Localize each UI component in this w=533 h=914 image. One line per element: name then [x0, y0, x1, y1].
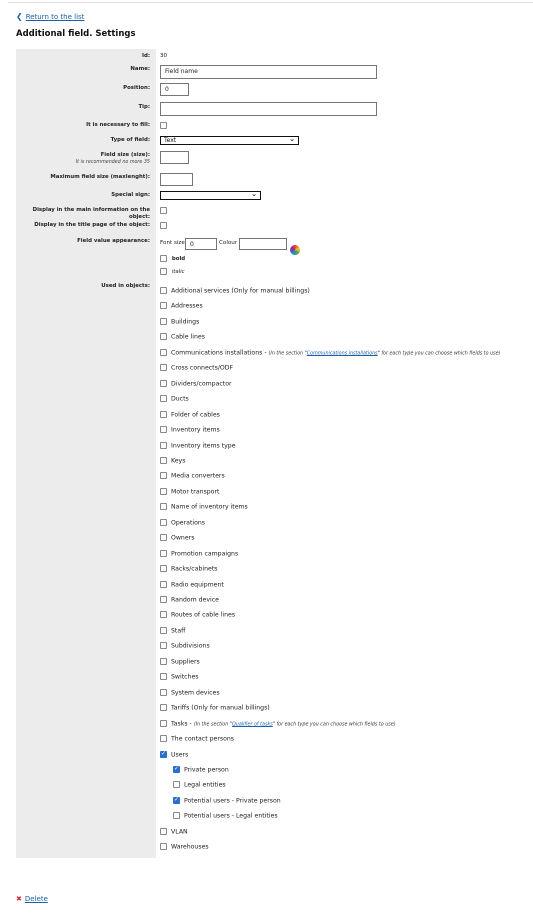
- object-checkbox[interactable]: [160, 611, 167, 618]
- object-checkbox[interactable]: [160, 380, 167, 387]
- size-input[interactable]: [160, 151, 189, 164]
- object-checkbox[interactable]: [160, 565, 167, 572]
- object-label: Radio equipment: [171, 581, 224, 589]
- italic-option: [160, 268, 185, 275]
- object-checkbox[interactable]: [173, 797, 180, 804]
- object-label: Communications installations: [171, 349, 263, 357]
- object-item[interactable]: [160, 735, 234, 743]
- object-checkbox[interactable]: [160, 642, 167, 649]
- object-checkbox[interactable]: [160, 550, 167, 557]
- object-item[interactable]: [160, 472, 225, 480]
- object-checkbox[interactable]: [173, 766, 180, 773]
- object-checkbox[interactable]: [160, 596, 167, 603]
- maxlen-input[interactable]: [160, 173, 193, 186]
- object-checkbox[interactable]: [160, 287, 167, 294]
- object-item[interactable]: [160, 349, 500, 357]
- object-label: Additional services (Only for manual billings): [171, 287, 310, 295]
- object-item[interactable]: [160, 333, 205, 341]
- object-checkbox[interactable]: [160, 627, 167, 634]
- back-link-label[interactable]: Return to the list: [25, 13, 85, 21]
- color-picker-icon[interactable]: [290, 245, 300, 255]
- object-item[interactable]: [160, 426, 220, 434]
- object-label: Subdivisions: [171, 642, 210, 650]
- object-checkbox[interactable]: [160, 442, 167, 449]
- font-size-label: Font size: [160, 240, 185, 246]
- used-label: Used in objects:: [101, 283, 150, 289]
- object-label: Cable lines: [171, 333, 205, 341]
- chevron-down-icon: ⌄: [289, 135, 295, 143]
- object-label: The contact persons: [171, 735, 235, 743]
- object-item[interactable]: [160, 550, 238, 558]
- object-label: System devices: [171, 689, 220, 697]
- object-item[interactable]: [160, 318, 199, 326]
- page-title: Additional field. Settings: [16, 29, 136, 39]
- object-checkbox[interactable]: [160, 751, 167, 758]
- object-dash: -: [187, 720, 194, 728]
- position-label: Position:: [123, 85, 150, 91]
- display-title-label: Display in the title page of the object:: [34, 222, 150, 228]
- italic-checkbox[interactable]: [160, 268, 167, 275]
- object-item[interactable]: [160, 642, 210, 650]
- type-select[interactable]: [160, 136, 299, 145]
- object-note-prefix: (In the section ": [268, 351, 307, 357]
- object-label: Media converters: [171, 472, 225, 480]
- object-item[interactable]: [160, 581, 224, 589]
- object-note-prefix: (In the section ": [193, 722, 233, 728]
- object-label: Racks/cabinets: [171, 565, 218, 573]
- name-label: Name:: [130, 66, 150, 72]
- object-item[interactable]: [160, 457, 185, 465]
- object-dash: -: [262, 349, 269, 357]
- object-item[interactable]: [160, 519, 205, 527]
- display-main-label: Display in the main information on the object:: [32, 207, 150, 220]
- object-item[interactable]: [160, 611, 235, 619]
- object-checkbox[interactable]: [160, 349, 167, 356]
- object-checkbox[interactable]: [160, 735, 167, 742]
- object-label: Routes of cable lines: [171, 611, 236, 619]
- id-value: 30: [160, 53, 168, 59]
- object-item[interactable]: [160, 302, 203, 310]
- object-label: Inventory items type: [171, 442, 236, 449]
- object-label: Addresses: [171, 302, 203, 310]
- maxlen-label: Maximum field size (maxlenght):: [50, 174, 150, 180]
- delete-label[interactable]: Delete: [24, 895, 48, 903]
- colour-input[interactable]: [239, 238, 287, 250]
- object-label: Random device: [171, 596, 219, 604]
- object-note-link[interactable]: Qualifier of tasks: [232, 722, 273, 728]
- type-label: Type of field:: [110, 137, 150, 143]
- bold-checkbox[interactable]: [160, 255, 167, 262]
- object-label: Cross connects/ODF: [171, 364, 234, 372]
- object-label: Users: [171, 751, 189, 758]
- object-checkbox[interactable]: [160, 843, 167, 850]
- appearance-label: Field value appearance:: [77, 238, 150, 244]
- display-title-checkbox[interactable]: [160, 222, 167, 229]
- size-note: It is recommended no more 35: [75, 160, 150, 165]
- object-checkbox[interactable]: [160, 488, 167, 495]
- object-checkbox[interactable]: [160, 658, 167, 665]
- object-label: Switches: [171, 673, 199, 681]
- chevron-left-icon: ❮: [16, 12, 23, 21]
- object-checkbox[interactable]: [160, 426, 167, 433]
- object-label: Name of inventory items: [171, 503, 248, 511]
- object-item[interactable]: [160, 411, 220, 419]
- object-label: Motor transport: [171, 488, 220, 496]
- object-label: Tasks: [171, 720, 188, 728]
- tip-input[interactable]: [160, 102, 377, 116]
- object-label: Potential users - Legal entities: [184, 812, 278, 820]
- object-checkbox[interactable]: [160, 411, 167, 418]
- object-note: [269, 351, 501, 356]
- position-input[interactable]: 0: [160, 83, 189, 96]
- object-label: Promotion campaigns: [171, 550, 239, 558]
- object-checkbox[interactable]: [160, 302, 167, 309]
- special-select[interactable]: [160, 191, 261, 200]
- object-item[interactable]: [160, 488, 219, 496]
- object-checkbox[interactable]: [160, 581, 167, 588]
- object-checkbox[interactable]: [160, 457, 167, 464]
- object-item[interactable]: [160, 364, 233, 372]
- object-checkbox[interactable]: [173, 781, 180, 788]
- display-main-checkbox[interactable]: [160, 207, 167, 214]
- id-label: Id:: [141, 53, 150, 59]
- object-item[interactable]: [160, 720, 396, 728]
- object-checkbox[interactable]: [160, 673, 167, 680]
- object-checkbox[interactable]: [160, 333, 167, 340]
- object-label: Warehouses: [171, 843, 209, 851]
- object-checkbox[interactable]: [160, 720, 167, 727]
- type-select-value: Text: [164, 137, 177, 144]
- object-item[interactable]: [160, 596, 219, 604]
- object-checkbox[interactable]: [160, 503, 167, 510]
- object-note-suffix: " for each type you can choose which fields to use): [272, 722, 396, 728]
- object-note-suffix: " for each type you can choose which fields to use): [377, 351, 501, 357]
- object-item[interactable]: [173, 812, 278, 820]
- object-checkbox[interactable]: [173, 812, 180, 819]
- object-item[interactable]: [160, 380, 232, 388]
- object-item[interactable]: [160, 689, 220, 697]
- object-label: Potential users - Private person: [184, 797, 281, 805]
- object-checkbox[interactable]: [160, 364, 167, 371]
- object-item[interactable]: [173, 797, 281, 805]
- object-label: VLAN: [171, 828, 188, 836]
- bold-option: [160, 255, 185, 262]
- object-label: Ducts: [171, 395, 189, 403]
- object-label: Dividers/compactor: [171, 380, 232, 388]
- name-input[interactable]: Field name: [160, 65, 377, 79]
- object-label: Inventory items: [171, 426, 220, 434]
- object-label: Legal entities: [184, 781, 226, 789]
- required-label: It is necessary to fill:: [86, 122, 150, 128]
- object-label: Owners: [171, 534, 195, 542]
- bold-label: bold: [171, 256, 186, 262]
- object-checkbox[interactable]: [160, 689, 167, 696]
- chevron-down-icon: ⌄: [251, 190, 257, 198]
- object-item[interactable]: [160, 395, 189, 403]
- object-checkbox[interactable]: [160, 704, 167, 711]
- object-item[interactable]: [160, 843, 209, 851]
- size-label-text: Field size (size):: [100, 152, 150, 158]
- object-checkbox[interactable]: [160, 472, 167, 479]
- object-item[interactable]: [160, 627, 185, 635]
- object-item[interactable]: [173, 781, 226, 789]
- object-label: Operations: [171, 519, 206, 527]
- object-checkbox[interactable]: [160, 318, 167, 325]
- object-label: Keys: [171, 457, 186, 465]
- object-item[interactable]: [160, 658, 200, 666]
- object-checkbox[interactable]: [160, 395, 167, 402]
- label-column-panel: [16, 49, 156, 858]
- object-label: Private person: [184, 766, 229, 774]
- tip-label: Tip:: [138, 104, 150, 110]
- object-item[interactable]: [160, 287, 310, 295]
- colour-label: Colour: [219, 240, 238, 246]
- size-label: [16, 152, 150, 166]
- object-checkbox[interactable]: [160, 519, 167, 526]
- object-item[interactable]: [160, 704, 270, 712]
- object-item[interactable]: [160, 828, 188, 836]
- top-divider: [8, 2, 533, 3]
- delete-link[interactable]: [16, 895, 48, 903]
- object-label: Buildings: [171, 318, 200, 326]
- object-checkbox[interactable]: [160, 534, 167, 541]
- object-checkbox[interactable]: [160, 828, 167, 835]
- object-item[interactable]: [160, 442, 236, 450]
- required-checkbox[interactable]: [160, 122, 167, 129]
- back-link[interactable]: [16, 12, 84, 21]
- object-item[interactable]: [173, 766, 229, 774]
- object-label: Tariffs (Only for manual billings): [171, 704, 270, 712]
- object-item[interactable]: [160, 503, 248, 511]
- object-note: [194, 722, 396, 727]
- font-size-input[interactable]: 0: [185, 238, 217, 250]
- object-item[interactable]: [160, 565, 217, 573]
- object-item[interactable]: [160, 673, 199, 681]
- object-note-link[interactable]: Communications installations: [306, 351, 378, 357]
- object-item[interactable]: [160, 534, 194, 542]
- object-label: Staff: [171, 627, 186, 635]
- object-item[interactable]: [160, 751, 188, 759]
- special-label: Special sign:: [111, 192, 150, 198]
- object-label: Suppliers: [171, 658, 200, 666]
- italic-label: italic: [171, 269, 185, 275]
- delete-icon: ✖: [16, 895, 22, 903]
- object-label: Folder of cables: [171, 411, 220, 419]
